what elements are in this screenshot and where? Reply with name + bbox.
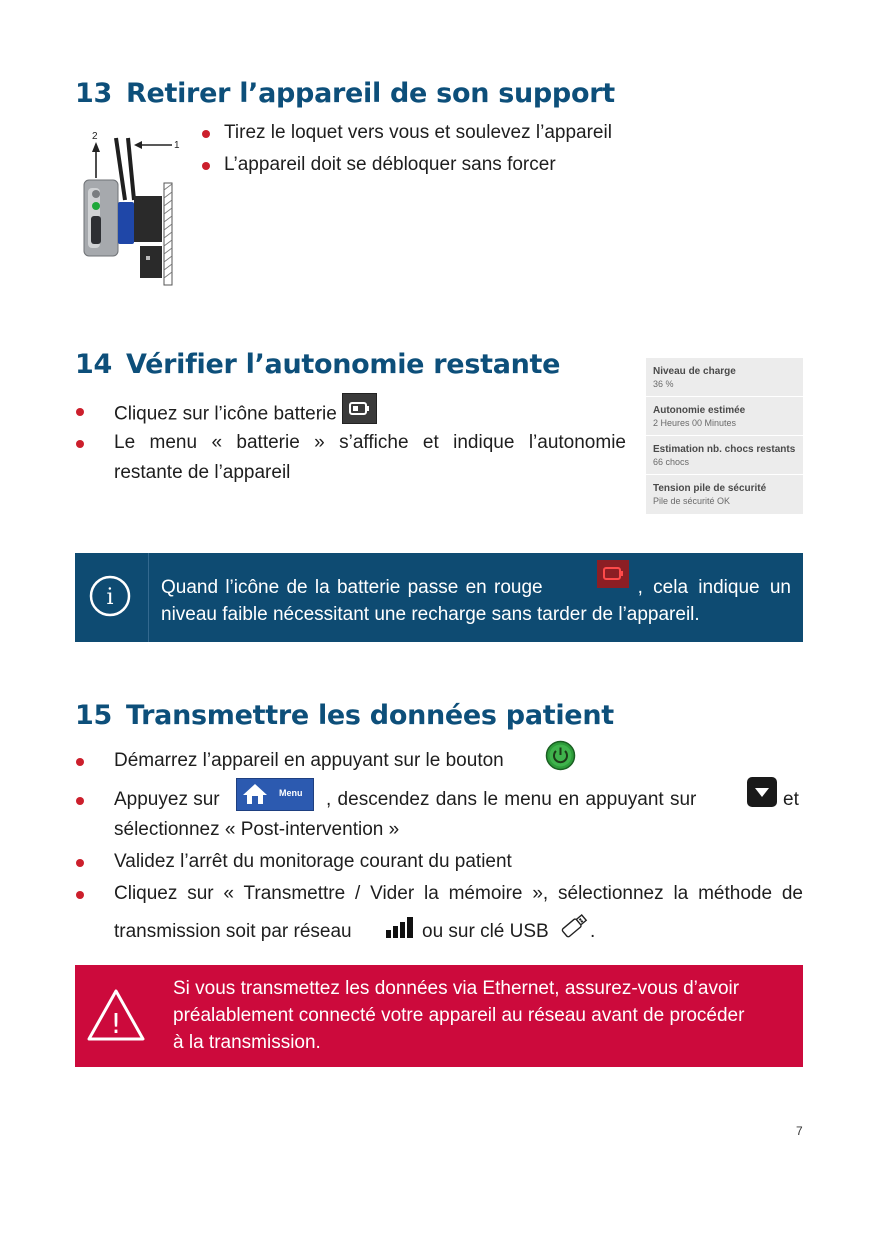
menu-label: Menu <box>279 788 303 798</box>
bullet-dot <box>202 162 210 170</box>
panel-row-label: Niveau de charge <box>653 366 736 377</box>
home-menu-button-icon <box>236 778 314 811</box>
section-15-title <box>75 700 614 731</box>
battery-panel-row <box>646 358 803 397</box>
power-button-icon <box>545 740 576 771</box>
info-text-line2: niveau faible nécessitant une recharge sans tarder de l’appareil. <box>161 604 700 625</box>
bullet-dot <box>76 440 84 448</box>
s15-bullet-2-c: et <box>783 789 799 810</box>
section-number: 15 <box>75 700 112 731</box>
network-signal-icon <box>385 913 417 939</box>
bullet-dot <box>76 797 84 805</box>
s15-bullet-4-a: transmission soit par réseau <box>114 921 352 942</box>
battery-menu-panel <box>646 358 803 514</box>
info-icon-glyph: i <box>106 585 114 610</box>
down-arrow-button-icon <box>747 777 777 807</box>
bullet-dot <box>76 758 84 766</box>
usb-key-icon <box>558 910 590 942</box>
bullet-dot <box>76 859 84 867</box>
panel-row-value: 66 chocs <box>653 457 690 467</box>
s15-bullet-2-line2: sélectionnez « Post-intervention » <box>114 819 400 840</box>
s15-bullet-3: Validez l’arrêt du monitorage courant du patient <box>114 851 512 872</box>
warning-text-line1: Si vous transmettez les données via Ethernet, assurez-vous d’avoir <box>173 978 740 999</box>
s15-bullet-4-b: ou sur clé USB <box>422 921 549 942</box>
warning-icon <box>85 987 147 1043</box>
panel-row-label: Estimation nb. chocs restants <box>653 444 796 455</box>
s15-bullet-4-c: . <box>590 921 596 942</box>
battery-panel-row <box>646 397 803 436</box>
section-number: 14 <box>75 349 112 380</box>
bullet-dot <box>202 130 210 138</box>
warning-box <box>75 965 803 1067</box>
warning-text-line2: préalablement connecté votre appareil au réseau avant de procéder <box>173 1005 745 1026</box>
bullet-dot <box>76 891 84 899</box>
section-13-title <box>75 78 615 109</box>
s14-bullet-2-line1: Le menu « batterie » s’affiche et indique l’autonomie <box>114 432 626 453</box>
warning-icon-glyph: ! <box>110 1007 122 1040</box>
panel-row-label: Autonomie estimée <box>653 405 746 416</box>
info-text-a: Quand l’icône de la batterie passe en rouge <box>161 577 543 598</box>
bullet-dot <box>76 408 84 416</box>
page-number: 7 <box>796 1124 803 1138</box>
s14-bullet-1-text: Cliquez sur l’icône batterie <box>114 403 337 425</box>
section-number: 13 <box>75 78 112 109</box>
figure-label-2: 2 <box>92 131 98 142</box>
panel-row-label: Tension pile de sécurité <box>653 483 767 494</box>
info-box <box>75 553 803 642</box>
s15-bullet-2-a: Appuyez sur <box>114 789 220 810</box>
battery-icon <box>342 393 377 424</box>
s13-bullet-1: Tirez le loquet vers vous et soulevez l’appareil <box>224 122 612 143</box>
s15-bullet-1: Démarrez l’appareil en appuyant sur le bouton <box>114 750 504 771</box>
s14-bullet-1 <box>114 399 377 430</box>
figure-label-1: 1 <box>174 140 180 151</box>
panel-row-value: Pile de sécurité OK <box>653 496 731 506</box>
section-title-text: Retirer l’appareil de son support <box>125 78 615 109</box>
warning-text-line3: à la transmission. <box>173 1032 321 1053</box>
s14-bullet-2-line2: restante de l’appareil <box>114 462 291 483</box>
info-text-line1 <box>161 574 791 601</box>
s15-bullet-2-b: , descendez dans le menu en appuyant sur <box>326 789 697 810</box>
section-title-text: Vérifier l’autonomie restante <box>125 349 561 380</box>
info-box-divider <box>148 553 149 642</box>
section-title-text: Transmettre les données patient <box>125 700 614 731</box>
battery-panel-row <box>646 475 803 513</box>
info-text-b: , cela indique un <box>637 577 791 598</box>
s15-bullet-4-line1: Cliquez sur « Transmettre / Vider la mémoire », sélectionnez la méthode de <box>114 883 803 904</box>
device-holder-illustration <box>78 128 180 288</box>
battery-panel-row <box>646 436 803 475</box>
panel-row-value: 36 % <box>653 379 674 389</box>
s13-bullet-2: L’appareil doit se débloquer sans forcer <box>224 154 556 175</box>
section-14-title <box>75 349 560 380</box>
info-icon <box>88 574 132 618</box>
panel-row-value: 2 Heures 00 Minutes <box>653 418 737 428</box>
battery-red-icon <box>597 560 629 588</box>
